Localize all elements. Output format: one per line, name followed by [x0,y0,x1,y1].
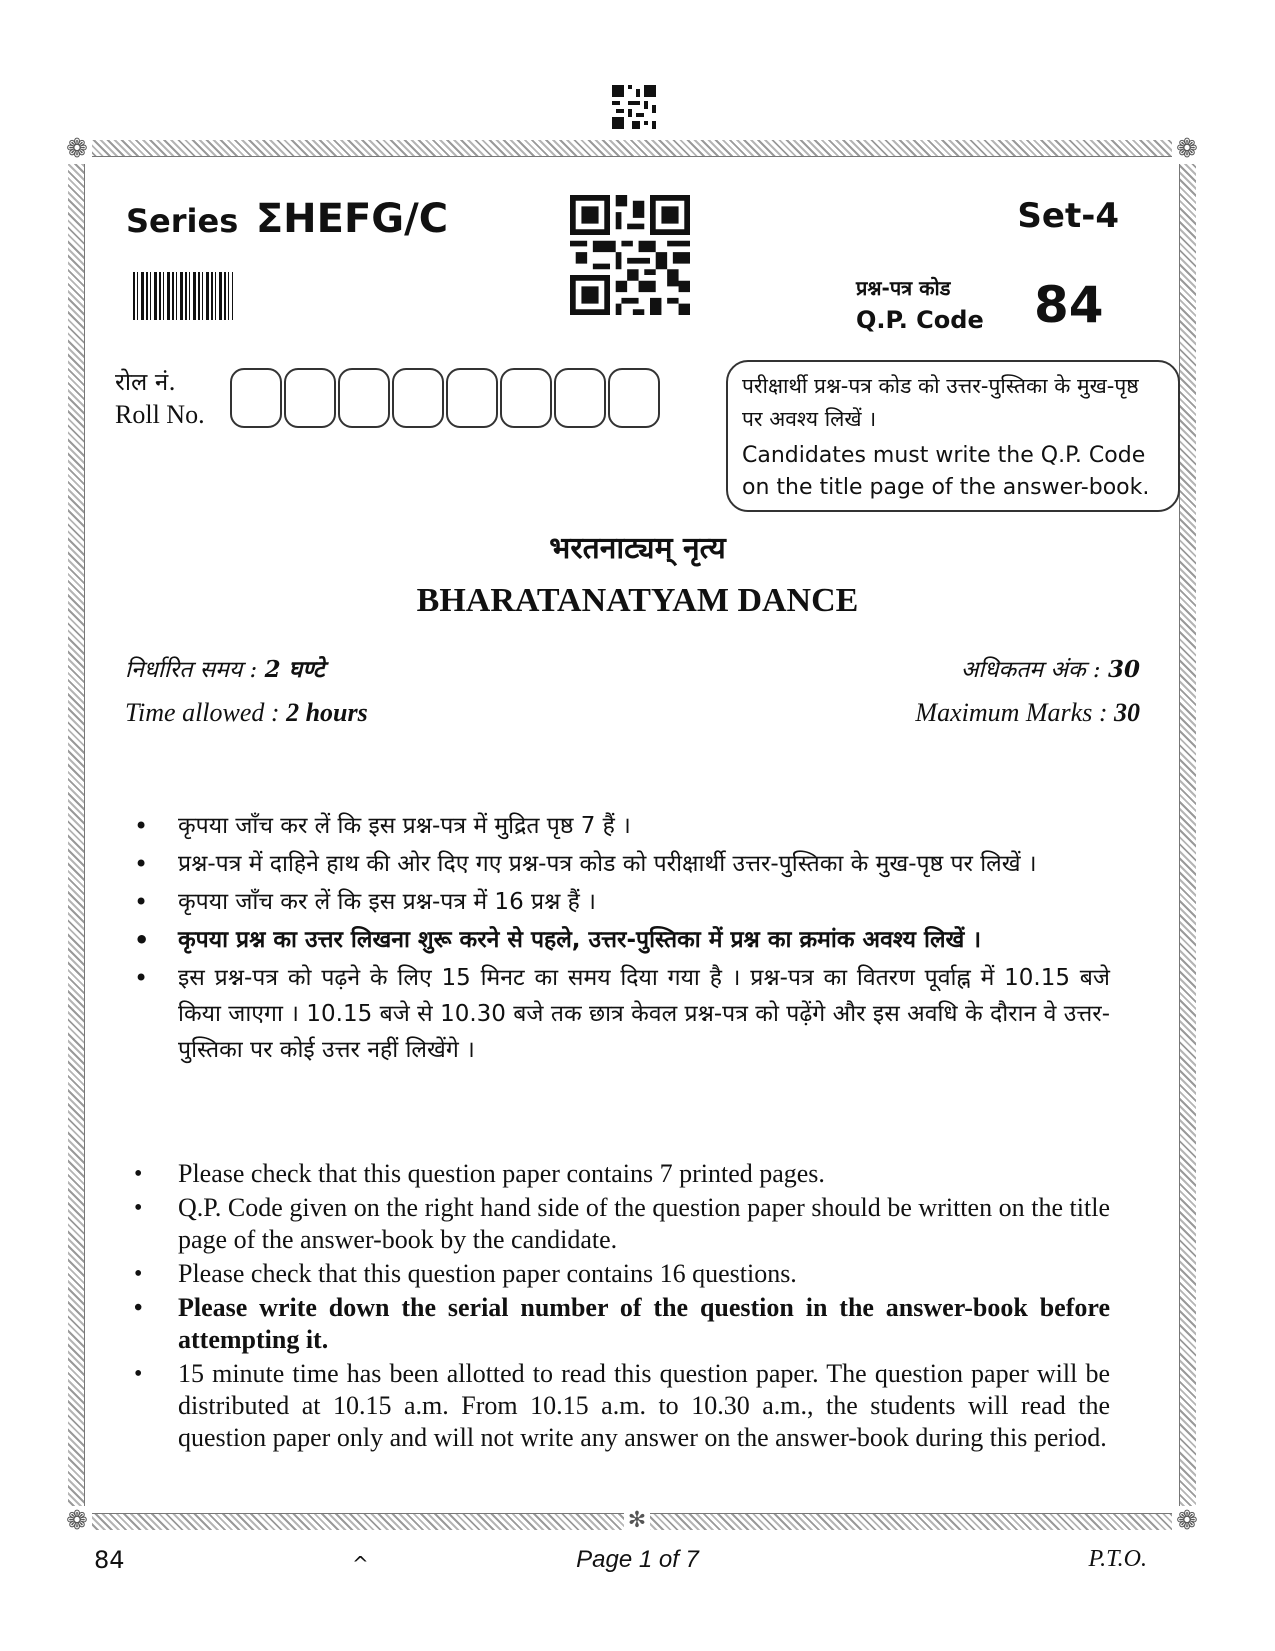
subject-title: BHARATANATYAM DANCE [416,582,859,619]
list-item: • प्रश्न-पत्र में दाहिने हाथ की ओर दिए गए प्रश्न-पत्र कोड को परीक्षार्थी उत्तर-पुस्तिका के मुख-पृष्ठ पर लिखें । [134,846,1110,882]
marks-value: 30 [1114,698,1140,727]
roll-digit-box[interactable] [284,368,336,428]
qp-code-label: Q.P. Code [856,306,984,334]
list-item: • Please check that this question paper contains 7 printed pages. [134,1158,1110,1190]
marks-label-hindi: अधिकतम अंक : [960,657,1101,683]
series-heading [126,196,448,242]
notice-hindi: परीक्षार्थी प्रश्न-पत्र कोड को उत्तर-पुस्तिका के मुख-पृष्ठ पर अवश्य लिखें । [742,374,1139,431]
time-value-hindi: 2 घण्टे [264,656,325,683]
qp-code-notice-box [726,360,1180,512]
list-item: • इस प्रश्न-पत्र को पढ़ने के लिए 15 मिनट का समय दिया गया है । प्रश्न-पत्र का वितरण पूर्वाह्न में 10.15 बजे किया जाएगा । 10.15 बजे से 10.30 बजे तक छात्र केवल प्रश्न-पत्र को पढ़ेंगे और इस अवधि के दौरान वे उत्तर-पुस्तिका पर कोई उत्तर नहीं लिखेंगे । [134,960,1110,1068]
footer-caret: ^ [352,1552,369,1576]
marks-label: Maximum Marks : [915,698,1108,727]
bottom-ornament-icon: ✻ [624,1506,650,1536]
roll-digit-box[interactable] [230,368,282,428]
qp-code-value: 84 [1034,276,1104,334]
corner-ornament-icon: ❁ [62,134,92,164]
list-item: • Q.P. Code given on the right hand side of the question paper should be written on the title page of the answer-book by the candidate. [134,1192,1110,1256]
roll-number-boxes [230,368,662,428]
pto-label: P.T.O. [1088,1546,1147,1572]
subject-title-hindi: भरतनाट्यम् नृत्य [549,531,726,566]
marks-value-hindi: 30 [1107,656,1140,683]
list-item: • कृपया जाँच कर लें कि इस प्रश्न-पत्र में मुद्रित पृष्ठ 7 हैं । [134,808,1110,844]
corner-ornament-icon: ❁ [62,1506,92,1536]
roll-digit-box[interactable] [338,368,390,428]
roll-digit-box[interactable] [500,368,552,428]
max-marks [915,698,1140,728]
list-item: • कृपया जाँच कर लें कि इस प्रश्न-पत्र में 16 प्रश्न हैं । [134,884,1110,920]
time-allowed-hindi [125,652,325,684]
list-item: • कृपया प्रश्न का उत्तर लिखना शुरू करने से पहले, उत्तर-पुस्तिका में प्रश्न का क्रमांक अवश्य लिखें । [134,922,1110,958]
qp-code-label-hindi: प्रश्न-पत्र कोड [856,276,951,300]
series-label: Series [126,202,239,240]
roll-digit-box[interactable] [608,368,660,428]
footer-qp-code: 84 [94,1546,125,1574]
list-item: • Please write down the serial number of the question in the answer-book before attempting it. [134,1292,1110,1356]
corner-ornament-icon: ❁ [1172,134,1202,164]
instructions-hindi [134,808,1110,1070]
time-label-hindi: निर्धारित समय : [125,657,258,683]
roll-digit-box[interactable] [446,368,498,428]
qr-code-main [570,195,690,315]
roll-label-hindi: रोल नं. [115,368,176,396]
instructions-english [134,1158,1110,1456]
corner-ornament-icon: ❁ [1172,1506,1202,1536]
time-label: Time allowed : [125,698,280,727]
barcode [133,272,233,320]
qr-code-small [612,85,656,129]
list-item: • Please check that this question paper contains 16 questions. [134,1258,1110,1290]
max-marks-hindi [961,652,1140,684]
list-item: • 15 minute time has been allotted to read this question paper. The question paper will be distributed at 10.15 a.m. From 10.15 a.m. to 10.30 a.m., the students will read the question paper only and will not write any answer on the answer-book during this period. [134,1358,1110,1454]
roll-digit-box[interactable] [554,368,606,428]
time-value: 2 hours [286,698,368,727]
roll-label: Roll No. [115,400,205,429]
notice-english: Candidates must write the Q.P. Code on the title page of the answer-book. [742,443,1150,500]
time-allowed [125,698,368,728]
page-number: Page 1 of 7 [576,1546,699,1573]
series-code: ΣHEFG/C [255,196,449,242]
roll-digit-box[interactable] [392,368,444,428]
set-number: Set-4 [1017,196,1119,236]
